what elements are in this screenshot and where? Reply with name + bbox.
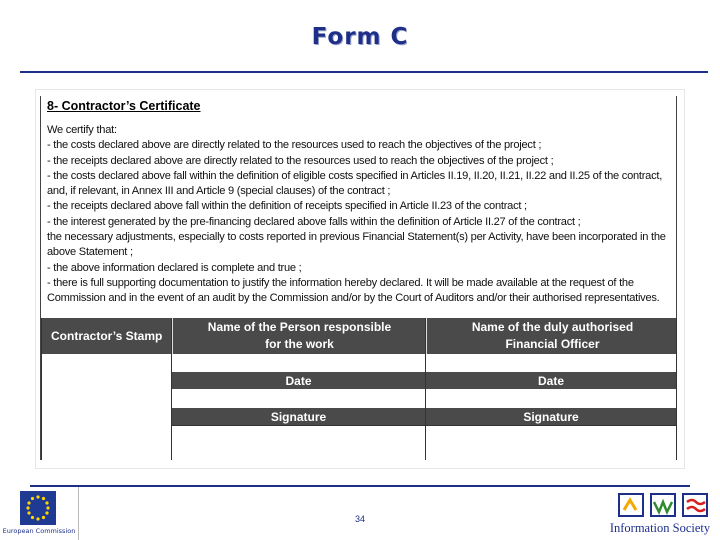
certificate-line: above Statement ; — [47, 246, 133, 259]
information-society-label: Information Society — [609, 521, 711, 535]
certificate-line: - the receipts declared above fall within the definition of receipts specified in Article II.23 of the contract ; — [47, 200, 527, 213]
table-bottom-line — [171, 425, 677, 426]
certificate-line: Commission and in the event of an audit by the Commission and/or by the Court of Auditors and/or their authorised representatives. — [47, 292, 660, 305]
certificate-body — [47, 123, 675, 310]
certificate-line: - the interest generated by the pre-financing declared above falls within the definition of Article II.27 of the contract ; — [47, 215, 581, 228]
table-border-right — [676, 318, 677, 460]
table-header-row — [41, 318, 677, 354]
certificate-line: We certify that: — [47, 124, 117, 136]
table-divider-2 — [425, 318, 426, 460]
signature-band-left: Signature — [172, 408, 425, 425]
page-title: Form C — [311, 24, 409, 50]
stamp-header: Contractor’s Stamp — [51, 328, 163, 343]
signature-band-right: Signature — [426, 408, 676, 425]
certificate-line: and, if relevant, in Annex III and Article 9 (special clauses) of the contract ; — [47, 185, 391, 198]
information-society-icon — [618, 490, 710, 520]
person-header-line1: Name of the Person responsible — [207, 320, 392, 334]
officer-header-line2: Financial Officer — [505, 337, 600, 351]
officer-header — [426, 318, 678, 354]
certificate-line: - the above information declared is complete and true ; — [47, 261, 302, 274]
person-header — [172, 318, 426, 354]
certificate-line: - the costs declared above fall within the definition of eligible costs specified in Articles II.19, II.20, II.21, II.22 and II.25 of the contract, — [47, 169, 663, 182]
certificate-line: - there is full supporting documentation to justify the information hereby declared. It will be made available at the request of the — [47, 276, 634, 289]
date-band-right: Date — [426, 372, 676, 389]
table-divider-1 — [171, 318, 172, 460]
footer-divider — [30, 485, 690, 487]
information-society-logo — [600, 487, 720, 540]
page-number: 34 — [354, 514, 365, 524]
certificate-frame — [40, 96, 677, 460]
date-band-left: Date — [172, 372, 425, 389]
person-header-line2: for the work — [265, 337, 334, 351]
title-divider — [20, 71, 708, 73]
certificate-line: - the receipts declared above are directly related to the resources used to reach the objectives of the project ; — [47, 154, 554, 167]
certificate-document — [36, 90, 684, 468]
certificate-title: 8- Contractor’s Certificate — [47, 99, 201, 113]
officer-header-line1: Name of the duly authorised — [471, 320, 634, 334]
table-border-left — [41, 318, 42, 460]
european-commission-label: European Commission — [2, 527, 76, 535]
certificate-line: the necessary adjustments, especially to costs reported in previous Financial Statement(s) per Activity, have been incorporated in the — [47, 231, 666, 244]
certificate-line: - the costs declared above are directly related to the resources used to reach the objectives of the project ; — [47, 139, 542, 152]
